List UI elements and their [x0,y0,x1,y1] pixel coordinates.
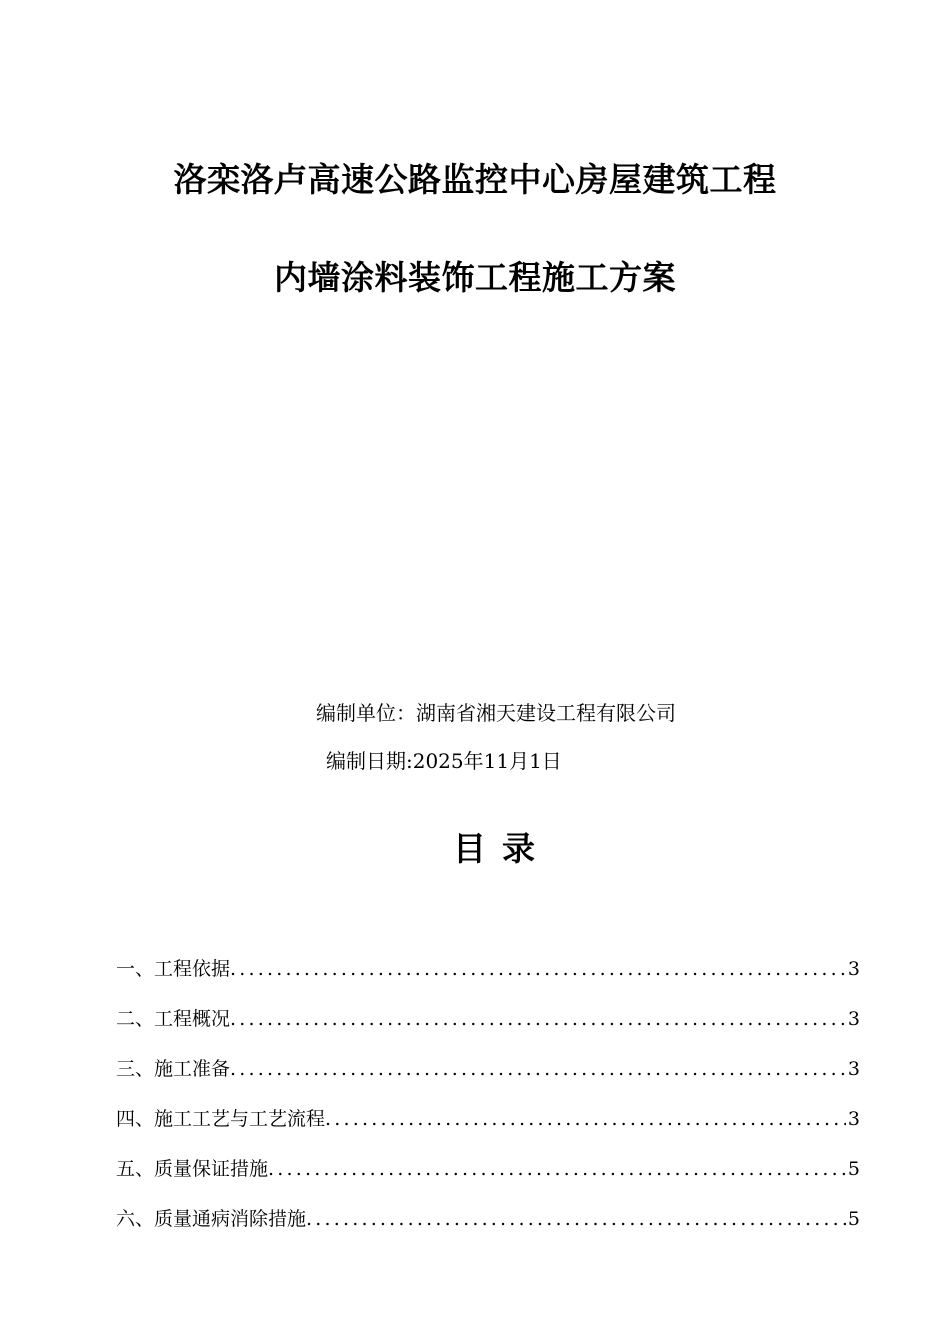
toc-entry[interactable] [116,1106,860,1156]
toc-entry-page: 3 [847,958,860,980]
table-of-contents [116,956,860,1256]
toc-dot-leader [230,1056,846,1082]
toc-dot-leader [306,1206,846,1232]
toc-entry[interactable] [116,1006,860,1056]
toc-entry[interactable] [116,1206,860,1256]
toc-entry-label: 一、工程依据 [116,958,231,980]
toc-entry-label: 三、施工准备 [116,1058,231,1080]
toc-entry[interactable] [116,1056,860,1106]
toc-dot-leader [230,956,846,982]
toc-entry-page: 3 [847,1058,860,1080]
toc-entry-label: 六、质量通病消除措施 [116,1208,307,1230]
toc-entry-page: 3 [847,1008,860,1030]
toc-entry-label: 二、工程概况 [116,1008,231,1030]
toc-dot-leader [325,1106,846,1132]
document-title-line-1: 洛栾洛卢高速公路监控中心房屋建筑工程 [173,160,777,199]
toc-heading: 目录 [453,829,551,868]
toc-entry[interactable] [116,1156,860,1206]
toc-entry-label: 四、施工工艺与工艺流程 [116,1108,326,1130]
toc-dot-leader [268,1156,846,1182]
toc-entry-page: 5 [847,1208,860,1230]
compiling-date: 编制日期:2025年11月1日 [326,749,562,773]
document-title-line-2: 内墙涂料装饰工程施工方案 [274,258,676,297]
toc-entry-page: 3 [847,1108,860,1130]
toc-dot-leader [230,1006,846,1032]
toc-entry-page: 5 [847,1158,860,1180]
compiling-unit: 编制单位：湖南省湘天建设工程有限公司 [316,701,676,725]
toc-entry[interactable] [116,956,860,1006]
toc-entry-label: 五、质量保证措施 [116,1158,269,1180]
